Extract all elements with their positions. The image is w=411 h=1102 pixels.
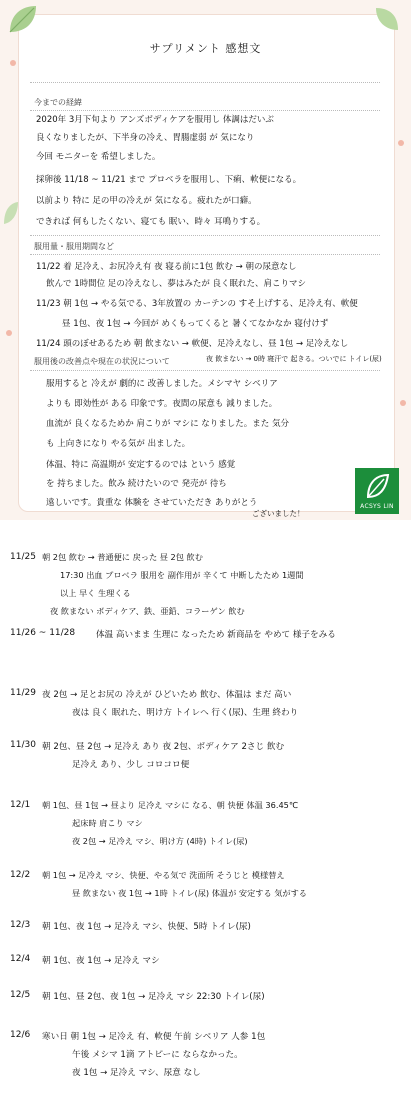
survey-card — [0, 0, 411, 520]
log-line: 昼 飲まない 夜 1包 → 1時 トイレ(尿) 体温が 安定する 気がする — [72, 888, 307, 898]
log-date: 12/5 — [10, 990, 31, 1000]
logo-text: ACSYS LIN — [360, 503, 394, 510]
log-date: 11/25 — [10, 552, 36, 562]
decoration-dot — [10, 60, 16, 66]
leaf-logo-icon — [362, 471, 392, 501]
log-line: 体温 高いまま 生理に なったため 新商品を やめて 様子をみる — [96, 630, 336, 640]
decoration-dot — [400, 400, 406, 406]
improvement-line: 血流が 良くなるためか 肩こりが マシに なりました。また 気分 — [46, 419, 290, 429]
log-date: 11/26 ~ 11/28 — [10, 628, 76, 638]
improvement-line: 遠しいです。貴重な 体験を させていただき ありがとう — [46, 498, 258, 508]
log-line: 朝 1包 → 足冷え マシ、快便、やる気で 洗面所 そうじと 模様替え — [42, 870, 285, 880]
log-line: 以上 早く 生理くる — [60, 588, 131, 598]
decoration-dot — [6, 330, 12, 336]
leaf-icon — [2, 200, 20, 226]
log-line: 夜 飲まない ボディケア、鉄、亜鉛、コラーゲン 飲む — [50, 606, 245, 616]
log-line: 朝 1包、夜 1包 → 足冷え マシ — [42, 956, 160, 966]
log-date: 12/3 — [10, 920, 31, 930]
divider — [30, 235, 380, 236]
log-line: 足冷え あり、少し コロコロ便 — [72, 760, 190, 770]
decoration-dot — [398, 140, 404, 146]
brand-logo — [355, 468, 399, 514]
section-heading-improvement: 服用後の改善点や現在の状況について — [34, 357, 170, 366]
divider — [30, 82, 380, 83]
improvement-line: ございました！ — [252, 509, 305, 518]
improvement-line: を 持ちました。飲み 続けたいので 発売が 待ち — [46, 479, 227, 489]
log-date: 12/1 — [10, 800, 31, 810]
section-heading-history: 今までの経緯 — [34, 98, 82, 107]
improvement-line: 体温、特に 高温期が 安定するのでは という 感覚 — [46, 460, 236, 470]
log-line: 朝 2包、昼 2包 → 足冷え あり 夜 2包、ボディケア 2さじ 飲む — [42, 742, 285, 752]
history-line: 以前より 特に 足の甲の冷えが 気になる。疲れたが口癖。 — [36, 196, 257, 206]
log-date: 12/2 — [10, 870, 31, 880]
leaf-icon — [6, 2, 40, 36]
log-line: 17:30 出血 プロベラ 服用を 副作用が 辛くて 中断したため 1週間 — [60, 570, 304, 580]
improvement-line: 服用すると 冷えが 劇的に 改善しました。メシマヤ シベリア — [46, 379, 278, 389]
history-line: 今回 モニターを 希望しました。 — [36, 152, 161, 162]
history-line: できれば 何もしたくない、寝ても 眠い、時々 耳鳴りする。 — [36, 217, 266, 227]
divider — [30, 370, 380, 371]
log-date: 12/6 — [10, 1030, 31, 1040]
log-line: 夜 2包 → 足冷え マシ、明け方 (4時) トイレ(尿) — [72, 836, 248, 846]
history-line: 良くなりましたが、下半身の冷え、胃腸虚弱 が 気になり — [36, 133, 255, 143]
log-date: 12/4 — [10, 954, 31, 964]
history-line: 2020年 3月下旬より アンズボディケアを服用し 体調はだいぶ — [36, 115, 274, 125]
history-line: 採卵後 11/18 ~ 11/21 まで プロベラを服用し、下痢、軟便になる。 — [36, 175, 302, 185]
log-line: 朝 1包、昼 2包、夜 1包 → 足冷え マシ 22:30 トイレ(尿) — [42, 992, 265, 1002]
log-date: 11/30 — [10, 740, 36, 750]
log-line: 夜 2包 → 足とお尻の 冷えが ひどいため 飲む、体温は まだ 高い — [42, 690, 292, 700]
log-line: 寒い日 朝 1包 → 足冷え 有、軟便 午前 シベリア 人参 1包 — [42, 1032, 266, 1042]
log-line: 朝 1包、昼 1包 → 昼より 足冷え マシに なる、朝 快便 体温 36.45℃ — [42, 800, 299, 810]
log-line: 夜 1包 → 足冷え マシ、尿意 なし — [72, 1068, 201, 1078]
page-title: サプリメント 感想文 — [149, 42, 262, 55]
improvement-line: よりも 即効性が ある 印象です。夜間の尿意も 減りました。 — [46, 399, 278, 409]
dosage-line: 飲んで 1時間位 足の冷えなし、夢はみたが 良く眠れた、肩こりマシ — [46, 279, 307, 289]
section-heading-dosage: 服用量・服用期間など — [34, 242, 114, 251]
log-line: 午後 メシマ 1滴 アトピーに ならなかった。 — [72, 1050, 243, 1060]
log-line: 起床時 肩こり マシ — [72, 818, 143, 828]
leaf-icon — [372, 4, 402, 34]
divider — [30, 254, 380, 255]
improvement-line: も 上向きになり やる気が 出ました。 — [46, 439, 191, 449]
dosage-line: 11/23 朝 1包 → やる気でる、3年放置の カーテンの すそ上げする、足冷え有、軟便 — [36, 299, 358, 309]
log-line: 夜は 良く 眠れた、明け方 トイレへ 行く(尿)、生理 終わり — [72, 708, 299, 718]
dosage-line: 11/24 頭のぼせあるため 朝 飲まない → 軟便、足冷えなし、昼 1包 → 足冷えなし — [36, 339, 349, 349]
log-line: 朝 1包、夜 1包 → 足冷え マシ、快便、5時 トイレ(尿) — [42, 922, 251, 932]
log-date: 11/29 — [10, 688, 36, 698]
divider — [30, 110, 380, 111]
dosage-line: 夜 飲まない → 0時 寝汗で 起きる。ついでに トイレ(尿) — [206, 355, 382, 363]
dosage-line: 昼 1包、夜 1包 → 今回が めくもってくると 暑くてなかなか 寝付けず — [62, 319, 329, 329]
dosage-line: 11/22 着 足冷え、お尻冷え有 夜 寝る前に1包 飲む → 朝の尿意なし — [36, 262, 297, 272]
log-line: 朝 2包 飲む → 普通便に 戻った 昼 2包 飲む — [42, 552, 203, 562]
